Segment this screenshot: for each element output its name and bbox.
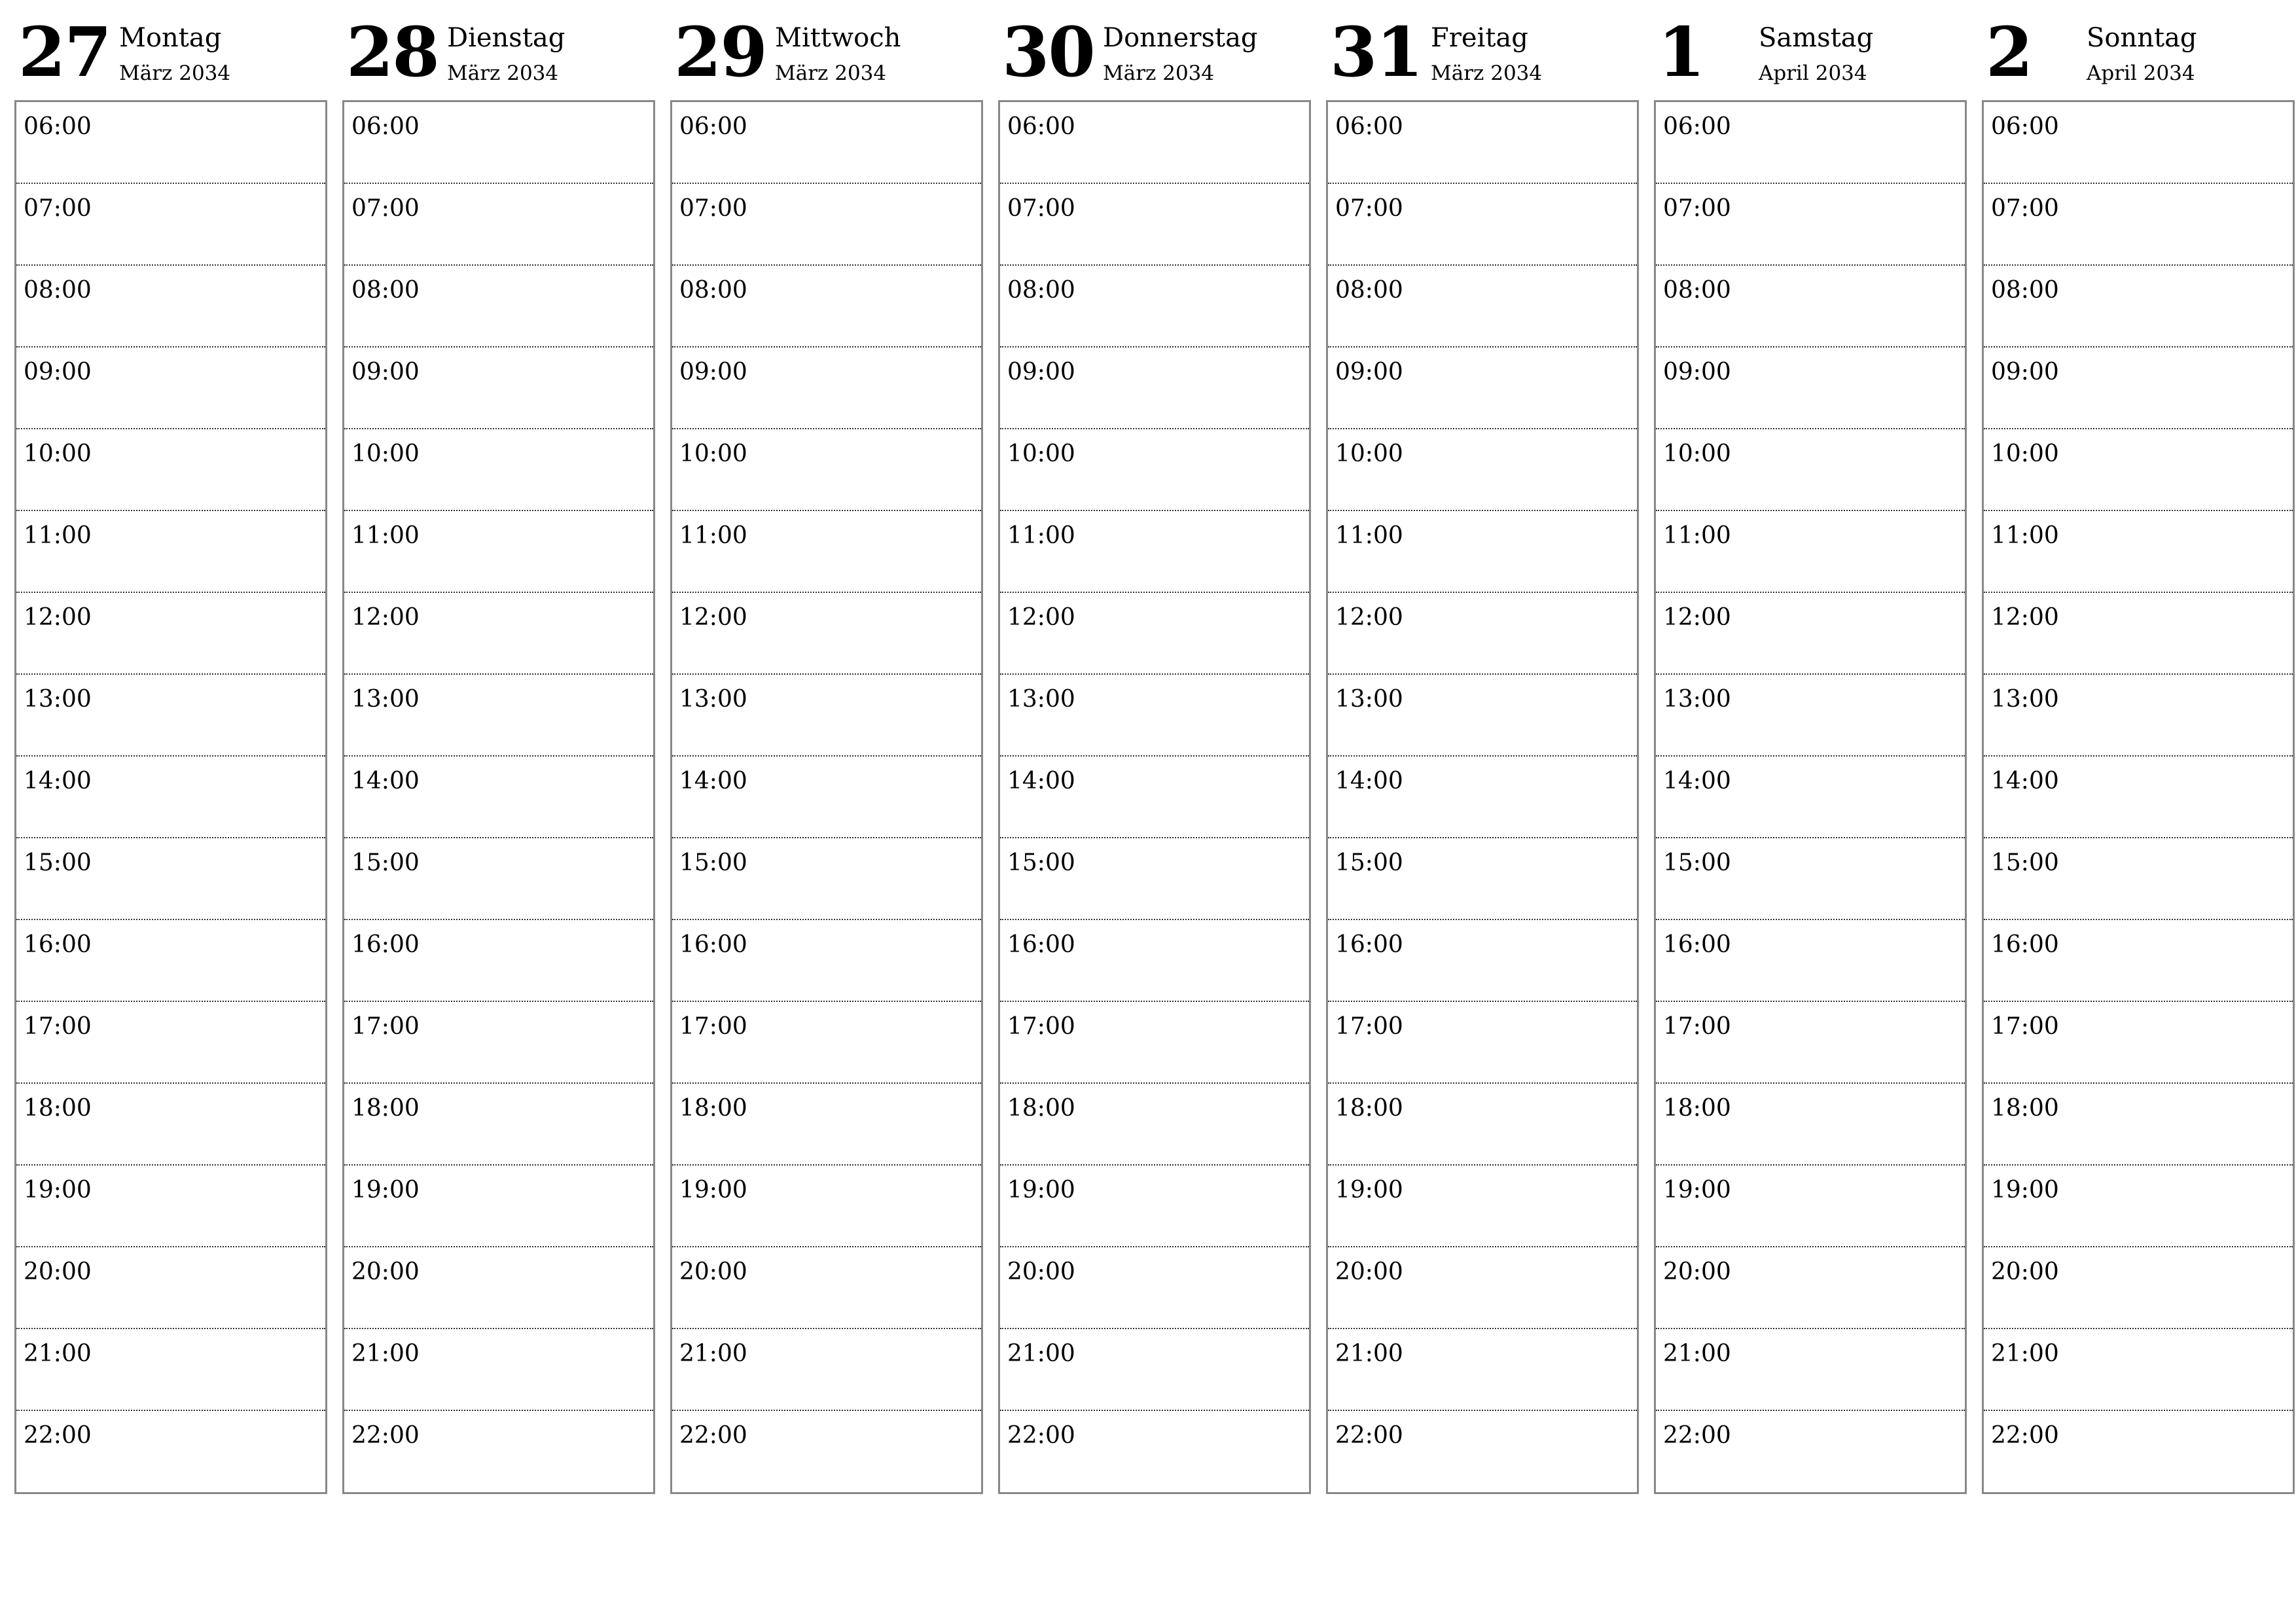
- time-label: 10:00: [1335, 440, 1403, 467]
- time-label: 19:00: [679, 1177, 747, 1204]
- day-number: 30: [1002, 12, 1094, 92]
- time-slot[interactable]: [1000, 1247, 1309, 1329]
- time-slot[interactable]: [344, 593, 653, 675]
- time-slot[interactable]: [344, 1411, 653, 1492]
- day-column-monday: [14, 0, 327, 1505]
- time-slot[interactable]: [1328, 102, 1637, 184]
- time-label: 21:00: [1007, 1340, 1075, 1367]
- time-label: 18:00: [1663, 1095, 1731, 1122]
- time-slot[interactable]: [16, 1329, 325, 1411]
- time-slot[interactable]: [1984, 348, 2293, 429]
- time-label: 14:00: [1007, 768, 1075, 794]
- time-slot[interactable]: [672, 1411, 981, 1492]
- time-slot[interactable]: [672, 511, 981, 593]
- time-slot[interactable]: [1656, 184, 1965, 266]
- time-slot[interactable]: [1984, 1329, 2293, 1411]
- time-slot[interactable]: [1656, 838, 1965, 920]
- time-slot[interactable]: [16, 1247, 325, 1329]
- time-label: 08:00: [1991, 277, 2059, 304]
- time-label: 16:00: [1335, 931, 1403, 958]
- time-label: 07:00: [1335, 195, 1403, 222]
- time-label: 14:00: [351, 768, 420, 794]
- time-label: 08:00: [679, 277, 747, 304]
- time-label: 18:00: [679, 1095, 747, 1122]
- day-header: [1654, 0, 1967, 100]
- time-label: 10:00: [1663, 440, 1731, 467]
- time-label: 10:00: [1991, 440, 2059, 467]
- time-label: 15:00: [1007, 849, 1075, 876]
- time-slot[interactable]: [1656, 348, 1965, 429]
- time-slot[interactable]: [344, 757, 653, 838]
- time-slot[interactable]: [1000, 1084, 1309, 1166]
- time-label: 22:00: [351, 1422, 420, 1449]
- time-slot[interactable]: [1000, 675, 1309, 757]
- time-label: 22:00: [679, 1422, 747, 1449]
- time-label: 15:00: [24, 849, 92, 876]
- day-month: März 2034: [447, 62, 559, 85]
- time-label: 12:00: [351, 604, 420, 631]
- time-label: 14:00: [1991, 768, 2059, 794]
- time-slot[interactable]: [1000, 184, 1309, 266]
- time-slot[interactable]: [16, 266, 325, 348]
- day-column-saturday: [1654, 0, 1967, 1505]
- time-label: 13:00: [1663, 686, 1731, 713]
- time-label: 08:00: [1663, 277, 1731, 304]
- time-slot[interactable]: [1656, 675, 1965, 757]
- day-column-sunday: [1982, 0, 2295, 1505]
- time-slot[interactable]: [672, 184, 981, 266]
- time-label: 14:00: [679, 768, 747, 794]
- hour-slots: [670, 100, 983, 1494]
- time-slot[interactable]: [344, 102, 653, 184]
- time-slot[interactable]: [1984, 593, 2293, 675]
- time-label: 11:00: [1663, 522, 1731, 549]
- time-label: 09:00: [351, 359, 420, 385]
- time-slot[interactable]: [344, 1329, 653, 1411]
- time-label: 21:00: [24, 1340, 92, 1367]
- time-label: 12:00: [1663, 604, 1731, 631]
- day-month: April 2034: [2087, 62, 2195, 85]
- time-label: 18:00: [1007, 1095, 1075, 1122]
- time-slot[interactable]: [1328, 593, 1637, 675]
- time-slot[interactable]: [672, 593, 981, 675]
- time-slot[interactable]: [1328, 675, 1637, 757]
- time-label: 13:00: [679, 686, 747, 713]
- time-label: 06:00: [1663, 113, 1731, 140]
- time-slot[interactable]: [1984, 266, 2293, 348]
- time-label: 12:00: [1991, 604, 2059, 631]
- time-label: 21:00: [1991, 1340, 2059, 1367]
- time-slot[interactable]: [1656, 429, 1965, 511]
- time-slot[interactable]: [344, 184, 653, 266]
- time-slot[interactable]: [1656, 593, 1965, 675]
- time-slot[interactable]: [1000, 348, 1309, 429]
- time-label: 16:00: [1663, 931, 1731, 958]
- time-slot[interactable]: [344, 429, 653, 511]
- time-label: 11:00: [679, 522, 747, 549]
- time-slot[interactable]: [1328, 1247, 1637, 1329]
- time-label: 19:00: [1663, 1177, 1731, 1204]
- time-label: 09:00: [1991, 359, 2059, 385]
- time-label: 06:00: [1335, 113, 1403, 140]
- time-slot[interactable]: [1656, 1329, 1965, 1411]
- day-name: Freitag: [1431, 23, 1528, 53]
- time-slot[interactable]: [1984, 511, 2293, 593]
- time-slot[interactable]: [344, 838, 653, 920]
- day-column-tuesday: [342, 0, 655, 1505]
- time-slot[interactable]: [16, 1166, 325, 1247]
- day-header: [1982, 0, 2295, 100]
- hour-slots: [1982, 100, 2295, 1494]
- time-slot[interactable]: [1000, 1411, 1309, 1492]
- time-slot[interactable]: [1328, 348, 1637, 429]
- time-label: 21:00: [351, 1340, 420, 1367]
- time-slot[interactable]: [1000, 429, 1309, 511]
- time-label: 09:00: [1663, 359, 1731, 385]
- day-name: Dienstag: [447, 23, 565, 53]
- time-slot[interactable]: [1656, 1166, 1965, 1247]
- time-slot[interactable]: [1328, 838, 1637, 920]
- time-label: 19:00: [24, 1177, 92, 1204]
- time-label: 11:00: [24, 522, 92, 549]
- time-label: 06:00: [1991, 113, 2059, 140]
- time-slot[interactable]: [1656, 266, 1965, 348]
- time-label: 07:00: [679, 195, 747, 222]
- time-slot[interactable]: [344, 1166, 653, 1247]
- time-slot[interactable]: [16, 511, 325, 593]
- time-slot[interactable]: [16, 1411, 325, 1492]
- time-slot[interactable]: [672, 348, 981, 429]
- time-slot[interactable]: [1328, 920, 1637, 1002]
- time-label: 08:00: [1007, 277, 1075, 304]
- time-label: 20:00: [1663, 1258, 1731, 1285]
- time-label: 16:00: [1991, 931, 2059, 958]
- time-slot[interactable]: [1984, 102, 2293, 184]
- time-label: 21:00: [1335, 1340, 1403, 1367]
- hour-slots: [342, 100, 655, 1494]
- time-slot[interactable]: [1328, 1166, 1637, 1247]
- time-slot[interactable]: [1000, 593, 1309, 675]
- time-slot[interactable]: [1984, 838, 2293, 920]
- day-month: März 2034: [1103, 62, 1215, 85]
- hour-slots: [998, 100, 1311, 1494]
- time-slot[interactable]: [672, 102, 981, 184]
- time-label: 10:00: [679, 440, 747, 467]
- time-slot[interactable]: [1984, 429, 2293, 511]
- time-label: 20:00: [1991, 1258, 2059, 1285]
- time-slot[interactable]: [1328, 757, 1637, 838]
- day-column-friday: [1326, 0, 1639, 1505]
- time-slot[interactable]: [1656, 511, 1965, 593]
- time-slot[interactable]: [16, 102, 325, 184]
- hour-slots: [1326, 100, 1639, 1494]
- time-label: 22:00: [1991, 1422, 2059, 1449]
- time-label: 17:00: [1663, 1013, 1731, 1040]
- time-label: 16:00: [351, 931, 420, 958]
- time-slot[interactable]: [1000, 266, 1309, 348]
- time-label: 18:00: [351, 1095, 420, 1122]
- time-slot[interactable]: [1656, 102, 1965, 184]
- time-label: 22:00: [1335, 1422, 1403, 1449]
- time-label: 08:00: [1335, 277, 1403, 304]
- time-slot[interactable]: [1656, 1002, 1965, 1084]
- day-number: 2: [1986, 12, 2032, 92]
- time-label: 14:00: [1663, 768, 1731, 794]
- time-slot[interactable]: [344, 1084, 653, 1166]
- time-slot[interactable]: [16, 348, 325, 429]
- time-label: 15:00: [1335, 849, 1403, 876]
- time-label: 17:00: [679, 1013, 747, 1040]
- time-slot[interactable]: [1328, 184, 1637, 266]
- time-label: 14:00: [24, 768, 92, 794]
- time-label: 13:00: [1007, 686, 1075, 713]
- day-name: Sonntag: [2087, 23, 2197, 53]
- day-number: 27: [18, 12, 111, 92]
- time-slot[interactable]: [344, 348, 653, 429]
- time-label: 10:00: [351, 440, 420, 467]
- time-label: 16:00: [1007, 931, 1075, 958]
- time-slot[interactable]: [672, 1166, 981, 1247]
- time-slot[interactable]: [1656, 1411, 1965, 1492]
- time-label: 07:00: [1991, 195, 2059, 222]
- time-label: 07:00: [351, 195, 420, 222]
- time-slot[interactable]: [16, 429, 325, 511]
- time-label: 13:00: [1335, 686, 1403, 713]
- time-slot[interactable]: [1328, 1084, 1637, 1166]
- time-slot[interactable]: [16, 757, 325, 838]
- time-slot[interactable]: [672, 675, 981, 757]
- time-slot[interactable]: [672, 1084, 981, 1166]
- day-header: [14, 0, 327, 100]
- time-slot[interactable]: [1984, 1002, 2293, 1084]
- time-slot[interactable]: [1984, 1411, 2293, 1492]
- time-slot[interactable]: [1000, 838, 1309, 920]
- time-label: 11:00: [1991, 522, 2059, 549]
- day-header: [998, 0, 1311, 100]
- time-slot[interactable]: [1656, 1247, 1965, 1329]
- day-name: Donnerstag: [1103, 23, 1258, 53]
- time-label: 17:00: [1991, 1013, 2059, 1040]
- time-label: 06:00: [351, 113, 420, 140]
- time-label: 17:00: [1335, 1013, 1403, 1040]
- time-label: 22:00: [1663, 1422, 1731, 1449]
- time-slot[interactable]: [1656, 920, 1965, 1002]
- time-slot[interactable]: [344, 1002, 653, 1084]
- time-label: 13:00: [1991, 686, 2059, 713]
- time-label: 18:00: [24, 1095, 92, 1122]
- time-slot[interactable]: [1328, 429, 1637, 511]
- time-label: 21:00: [1663, 1340, 1731, 1367]
- time-slot[interactable]: [672, 757, 981, 838]
- time-slot[interactable]: [1000, 1166, 1309, 1247]
- time-slot[interactable]: [1000, 511, 1309, 593]
- time-slot[interactable]: [1000, 1329, 1309, 1411]
- day-column-wednesday: [670, 0, 983, 1505]
- day-header: [342, 0, 655, 100]
- time-slot[interactable]: [672, 1002, 981, 1084]
- day-month: März 2034: [119, 62, 231, 85]
- time-slot[interactable]: [672, 1329, 981, 1411]
- hour-slots: [14, 100, 327, 1494]
- time-label: 09:00: [24, 359, 92, 385]
- time-label: 19:00: [1335, 1177, 1403, 1204]
- time-label: 07:00: [1007, 195, 1075, 222]
- time-slot[interactable]: [1000, 920, 1309, 1002]
- time-slot[interactable]: [1000, 757, 1309, 838]
- time-slot[interactable]: [344, 1247, 653, 1329]
- time-label: 12:00: [1335, 604, 1403, 631]
- time-slot[interactable]: [16, 184, 325, 266]
- time-slot[interactable]: [16, 675, 325, 757]
- time-label: 08:00: [24, 277, 92, 304]
- time-slot[interactable]: [1984, 184, 2293, 266]
- time-slot[interactable]: [16, 593, 325, 675]
- time-label: 22:00: [24, 1422, 92, 1449]
- time-label: 20:00: [24, 1258, 92, 1285]
- time-slot[interactable]: [672, 429, 981, 511]
- hour-slots: [1654, 100, 1967, 1494]
- time-slot[interactable]: [16, 838, 325, 920]
- time-label: 17:00: [351, 1013, 420, 1040]
- time-slot[interactable]: [672, 838, 981, 920]
- time-slot[interactable]: [1984, 757, 2293, 838]
- time-slot[interactable]: [672, 1247, 981, 1329]
- time-label: 06:00: [24, 113, 92, 140]
- time-label: 16:00: [679, 931, 747, 958]
- day-header: [670, 0, 983, 100]
- time-slot[interactable]: [16, 1084, 325, 1166]
- time-slot[interactable]: [1000, 102, 1309, 184]
- time-label: 13:00: [351, 686, 420, 713]
- day-month: April 2034: [1759, 62, 1867, 85]
- time-slot[interactable]: [1984, 920, 2293, 1002]
- time-label: 19:00: [1991, 1177, 2059, 1204]
- time-label: 06:00: [679, 113, 747, 140]
- time-slot[interactable]: [1656, 1084, 1965, 1166]
- time-label: 06:00: [1007, 113, 1075, 140]
- time-label: 16:00: [24, 931, 92, 958]
- time-label: 11:00: [351, 522, 420, 549]
- time-label: 11:00: [1335, 522, 1403, 549]
- time-slot[interactable]: [1984, 675, 2293, 757]
- time-label: 09:00: [679, 359, 747, 385]
- time-label: 13:00: [24, 686, 92, 713]
- day-month: März 2034: [775, 62, 887, 85]
- day-column-thursday: [998, 0, 1311, 1505]
- time-label: 15:00: [679, 849, 747, 876]
- time-label: 11:00: [1007, 522, 1075, 549]
- day-month: März 2034: [1431, 62, 1543, 85]
- time-slot[interactable]: [344, 511, 653, 593]
- time-slot[interactable]: [16, 920, 325, 1002]
- time-label: 18:00: [1335, 1095, 1403, 1122]
- time-label: 10:00: [1007, 440, 1075, 467]
- time-label: 09:00: [1335, 359, 1403, 385]
- day-name: Montag: [119, 23, 222, 53]
- time-slot[interactable]: [1656, 757, 1965, 838]
- time-slot[interactable]: [344, 266, 653, 348]
- time-slot[interactable]: [1328, 1002, 1637, 1084]
- time-slot[interactable]: [1328, 511, 1637, 593]
- time-label: 19:00: [351, 1177, 420, 1204]
- time-label: 19:00: [1007, 1177, 1075, 1204]
- time-label: 12:00: [1007, 604, 1075, 631]
- time-label: 14:00: [1335, 768, 1403, 794]
- time-slot[interactable]: [1328, 1329, 1637, 1411]
- day-number: 31: [1330, 12, 1422, 92]
- time-label: 20:00: [351, 1258, 420, 1285]
- day-number: 29: [674, 12, 766, 92]
- day-number: 28: [346, 12, 439, 92]
- weekly-planner: [14, 0, 2283, 1505]
- time-label: 09:00: [1007, 359, 1075, 385]
- time-slot[interactable]: [1984, 1247, 2293, 1329]
- time-label: 17:00: [1007, 1013, 1075, 1040]
- time-label: 18:00: [1991, 1095, 2059, 1122]
- day-number: 1: [1658, 12, 1704, 92]
- time-slot[interactable]: [1000, 1002, 1309, 1084]
- time-label: 17:00: [24, 1013, 92, 1040]
- time-label: 22:00: [1007, 1422, 1075, 1449]
- time-label: 07:00: [1663, 195, 1731, 222]
- time-slot[interactable]: [1328, 266, 1637, 348]
- time-label: 12:00: [679, 604, 747, 631]
- time-label: 20:00: [1007, 1258, 1075, 1285]
- time-label: 15:00: [351, 849, 420, 876]
- time-label: 21:00: [679, 1340, 747, 1367]
- time-slot[interactable]: [1328, 1411, 1637, 1492]
- time-slot[interactable]: [1984, 1166, 2293, 1247]
- time-slot[interactable]: [344, 920, 653, 1002]
- time-label: 15:00: [1991, 849, 2059, 876]
- day-header: [1326, 0, 1639, 100]
- day-name: Mittwoch: [775, 23, 901, 53]
- time-slot[interactable]: [16, 1002, 325, 1084]
- time-label: 20:00: [1335, 1258, 1403, 1285]
- time-slot[interactable]: [1984, 1084, 2293, 1166]
- time-slot[interactable]: [672, 266, 981, 348]
- time-label: 12:00: [24, 604, 92, 631]
- time-slot[interactable]: [672, 920, 981, 1002]
- time-label: 15:00: [1663, 849, 1731, 876]
- time-label: 10:00: [24, 440, 92, 467]
- time-slot[interactable]: [344, 675, 653, 757]
- day-name: Samstag: [1759, 23, 1874, 53]
- time-label: 08:00: [351, 277, 420, 304]
- time-label: 20:00: [679, 1258, 747, 1285]
- time-label: 07:00: [24, 195, 92, 222]
